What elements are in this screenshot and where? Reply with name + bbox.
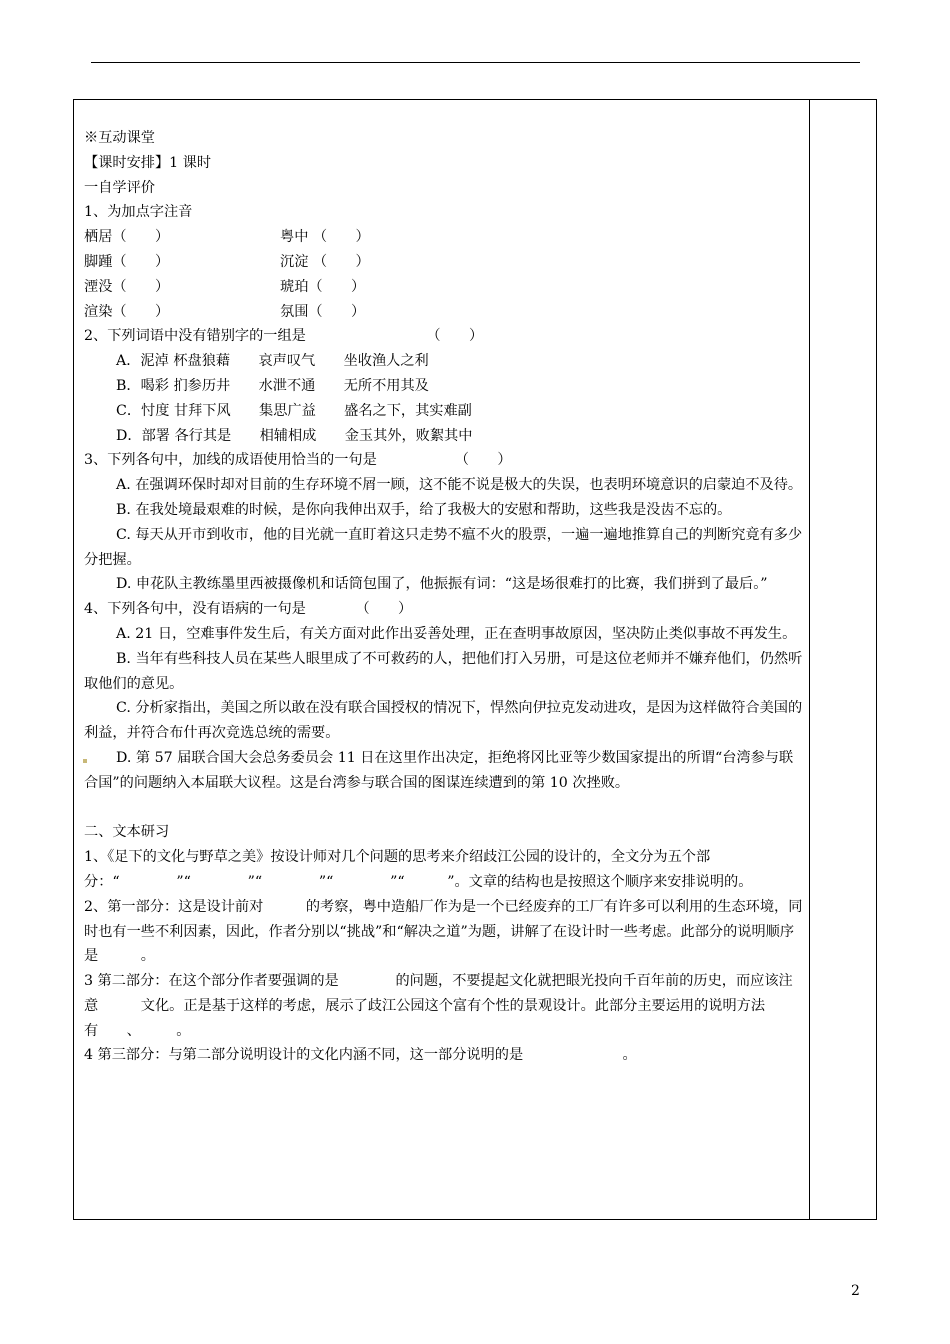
- page-number: 2: [851, 1283, 860, 1299]
- study-item-4: 4 第三部分：与第二部分说明设计的文化内涵不同，这一部分说明的是 。: [84, 1047, 637, 1064]
- q1-item: 湮没（ ）: [84, 278, 170, 295]
- notes-column-divider: [809, 100, 810, 1219]
- spacer: [84, 796, 803, 821]
- q2-option-b: B．喝彩 扪参历井 水泄不通 无所不用其及: [116, 377, 429, 394]
- q1-item: 琥珀（ ）: [280, 278, 366, 295]
- worksheet-content: [84, 126, 803, 1068]
- header-rule: [91, 62, 860, 63]
- q1-row: [84, 300, 803, 325]
- q3-option-d: D. 申花队主教练墨里西被摄像机和话筒包围了，他振振有词：“这是场很难打的比赛，我们拼到了最后。”: [116, 576, 768, 593]
- q3-option-b: B. 在我处境最艰难的时候，是你向我伸出双手，给了我极大的安慰和帮助，这些我是没齿不忘的。: [116, 501, 732, 518]
- q1-row: [84, 225, 803, 250]
- q1-item: 渲染（ ）: [84, 303, 170, 320]
- q4-option-c: C. 分析家指出，美国之所以敢在没有联合国授权的情况下，悍然向伊拉克发动进攻，是因为这样做符合美国的利益，并符合布什再次竞选总统的需要。: [84, 700, 803, 742]
- q2-option-d: D．部署 各行其是 相辅相成 金玉其外，败絮其中: [116, 427, 473, 444]
- q4-title: 4、下列各句中，没有语病的一句是 （ ）: [84, 601, 413, 618]
- q4-option-b: B. 当年有些科技人员在某些人眼里成了不可救药的人，把他们打入另册，可是这位老师并不嫌弃他们，仍然听取他们的意见。: [84, 650, 803, 692]
- q1-item: 栖居（ ）: [84, 229, 170, 246]
- part1-title: 一自学评价: [84, 179, 155, 196]
- q1-item: 粤中 （ ）: [280, 229, 370, 246]
- q2-option-a: A．泥淖 杯盘狼藉 哀声叹气 坐收渔人之利: [116, 353, 429, 370]
- section-title: ※互动课堂: [84, 130, 155, 146]
- study-item-1: 1、《足下的文化与野草之美》按设计师对几个问题的思考来介绍歧江公园的设计的，全文分为五个部分：“ ”“ ”“ ”“ ”“ ”。文章的结构也是按照这个顺序来安排说明的。: [84, 849, 753, 890]
- q3-option-c: C. 每天从开市到收市，他的目光就一直盯着这只走势不瘟不火的股票，一遍一遍地推算自己的判断究竟有多少分把握。: [84, 526, 803, 568]
- q3-title: 3、下列各句中，加线的成语使用恰当的一句是 （ ）: [84, 452, 512, 469]
- study-item-2: 2、第一部分：这是设计前对 的考察，粤中造船厂作为是一个已经废弃的工厂有许多可以利用的生态环境，同时也有一些不利因素，因此，作者分别以“挑战”和“解决之道”为题，讲解了在设计时一些考虑。此部分的说明顺序是 。: [84, 898, 803, 965]
- q1-item: 脚踵（ ）: [84, 253, 170, 270]
- q2-option-c: C．忖度 甘拜下风 集思广益 盛名之下，其实难副: [116, 402, 472, 419]
- study-item-3: 3 第二部分：在这个部分作者要强调的是 的问题，不要提起文化就把眼光投向千百年前的历史，而应该注意 文化。正是基于这样的考虑，展示了歧江公园这个富有个性的景观设计。此部分主要运用的说明方法有 、 。: [84, 973, 793, 1039]
- q2-title: 2、下列词语中没有错别字的一组是 （ ）: [84, 328, 484, 345]
- q1-item: 氛围（ ）: [280, 303, 366, 320]
- q1-row: [84, 250, 803, 275]
- q1-row: [84, 275, 803, 300]
- q1-title: 1、为加点字注音: [84, 204, 193, 221]
- schedule: 【课时安排】1 课时: [84, 154, 212, 171]
- worksheet-table: [73, 99, 877, 1220]
- q4-option-a: A. 21 日，空难事件发生后，有关方面对此作出妥善处理，正在查明事故原因，坚决防止类似事故不再发生。: [116, 625, 797, 642]
- q3-option-a: A. 在强调环保时却对目前的生存环境不屑一顾，这不能不说是极大的失误，也表明环境意识的启蒙迫不及待。: [116, 477, 803, 494]
- part2-title: 二、文本研习: [84, 824, 170, 841]
- q1-item: 沉淀 （ ）: [280, 253, 370, 270]
- q4-option-d: D. 第 57 届联合国大会总务委员会 11 日在这里作出决定，拒绝将冈比亚等少数国家提出的所谓“台湾参与联合国”的问题纳入本届联大议程。这是台湾参与联合国的图谋连续遭到的第 10 次挫败。: [84, 749, 794, 791]
